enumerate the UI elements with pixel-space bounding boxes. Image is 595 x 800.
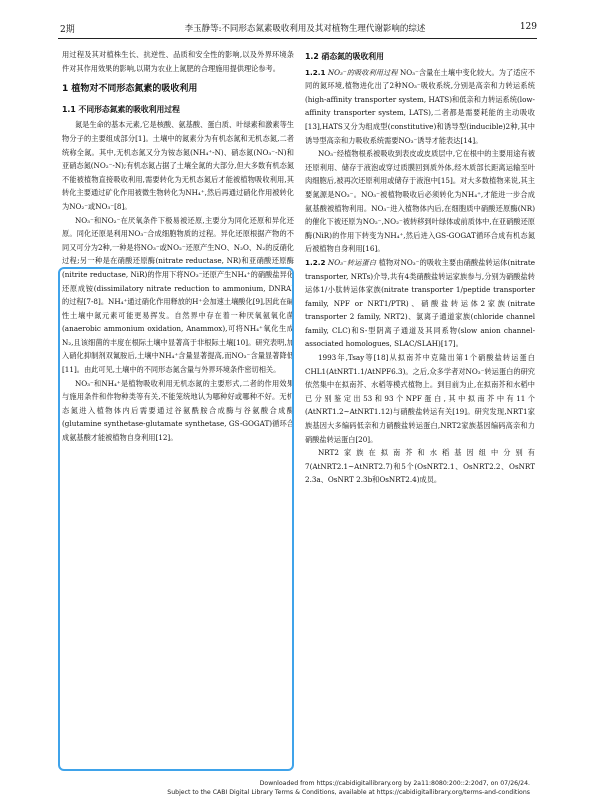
paragraph-1-2-2-text: 植物对NO₃⁻的吸收主要由硝酸盐转运体(nitrate transporter, NRTs)介导,共有4类硝酸盐转运家族参与,分别为硝酸盐转运体1/小肽转运体家族(nitrate transporter 1/peptide transporter family, NPF or NRT1/PTR)、硝酸盐转运体2家族(nitrate transporter 2 family, NRT2)、氯离子通道家族(chloride channel family, CLC)和S-型阴离子通道及其同系物(slow anion channel-associated homologues, SLAC/SLAH)[17]。 bbox=[305, 257, 536, 349]
heading-title-1-2-2: NO₃⁻转运蛋白 bbox=[327, 257, 377, 267]
subsection-title-1-2: 1.2 硝态氮的吸收利用 bbox=[305, 52, 384, 61]
page-header bbox=[0, 0, 595, 40]
paragraph-1-2-2 bbox=[305, 256, 535, 351]
header-rule bbox=[58, 38, 537, 39]
issue-label: 2期 bbox=[60, 25, 75, 35]
heading-number-1-2-1: 1.2.1 bbox=[305, 67, 326, 77]
heading-number-1-2-2: 1.2.2 bbox=[305, 257, 326, 267]
page-number: 129 bbox=[519, 22, 537, 32]
heading-title-1-2-1: NO₃⁻的吸收利用过程 bbox=[327, 67, 398, 77]
terms-notice: Subject to the CABI Digital Library Terms & Conditions, available at https://cabidigitallibrary.org/terms-and-conditions bbox=[167, 789, 530, 796]
paragraph-nitrogen-forms: 氮是生命的基本元素,它是核酸、氨基酸、蛋白质、叶绿素和激素等生物分子的主要组成部分[1]。土壤中的氮素分为有机态氮和无机态氮,二者统称全氮。其中,无机态氮又分为铵态氮(NH₄⁺-N)、硝态氮(NO₃⁻-N)和亚硝态氮(NO₂⁻-N);有机态氮占据了土壤全氮的大部分,但大多数有机态氮不能被植物直接吸收利用,需要转化为无机态氮后才能被植物吸收利用,其转化主要通过矿化作用被微生物转化为NH₄⁺,然后再通过硝化作用被转化为NO₂⁻或NO₃⁻[8]。 bbox=[62, 120, 294, 211]
left-column bbox=[62, 48, 294, 445]
paragraph-inorganic-uptake: NO₃⁻和NH₄⁺是植物吸收利用无机态氮的主要形式,二者的作用效果与施用条件和作物种类等有关,不能笼统地认为哪种好或哪种不好。无机态氮进入植物体内后需要通过谷氨酰胺合成酶与谷氨酸合成酶(glutamine synthetase-glutamate synthetase, GS-GOGAT)循环合成氨基酸才能被植物自身利用[12]。 bbox=[62, 378, 294, 443]
paragraph-chl1: 1993年,Tsay等[18]从拟南芥中克隆出第1个硝酸盐转运蛋白CHL1(AtNRT1.1/AtNPF6.3)。之后,众多学者对NO₃⁻转运蛋白的研究依然集中在拟南芥、水稻等模式植物上。到目前为止,在拟南芥和水稻中已分别鉴定出53和93个NPF蛋白,其中拟南芥中有11个(AtNRT1.2~AtNRT1.12)与硝酸盐转运有关[19]。研究发现,NRT1家族基因大多编码低亲和力硝酸盐转运蛋白,NRT2家族基因编码高亲和力硝酸盐转运蛋白[20]。 bbox=[305, 353, 535, 444]
paragraph-no3-transport: NO₃⁻经植物根系被吸收到表皮或皮质层中,它在根中的主要用途有被还原利用、储存于液泡或穿过质膜回到质外体,经木质部长距离运输至叶肉细胞后,被再次还原利用或储存于液泡中[15]。对大多数植物来说,其主要氮源是NO₃⁻。NO₃⁻被植物吸收后必须转化为NH₄⁺,才能进一步合成氨基酸被植物利用。NO₃⁻进入植物体内后,在细胞质中硝酸还原酶(NR)的催化下被还原为NO₂⁻,NO₂⁻被转移到叶绿体或前质体中,在亚硝酸还原酶(NiR)的作用下转变为NH₄⁺,然后进入GS-GOGAT循环合成有机态氮后被植物自身利用[16]。 bbox=[305, 149, 535, 254]
download-notice: Downloaded from https://cabidigitallibrary.org by 2a11:8080:200::2:20d7, on 07/26/24. bbox=[259, 780, 530, 787]
right-column bbox=[305, 48, 535, 487]
running-title: 李玉静等:不同形态氮素吸收利用及其对植物生理代谢影响的综述 bbox=[184, 24, 426, 34]
paragraph-reduction: NO₃⁻和NO₂⁻在厌氧条件下极易被还原,主要分为同化还原和异化还原。同化还原是利用NO₃⁻合成细胞物质的过程。异化还原根据产物的不同又可分为2种,一种是将NO₃⁻或NO₂⁻还原产生NO、N₂O、N₂的反硝化过程;另一种是在硝酸还原酶(nitrate reductase, NR)和亚硝酸还原酶(nitrite reductase, NiR)的作用下将NO₃⁻还原产生NH₄⁺的硝酸盐异化还原成铵(dissimilatory nitrate reduction to ammonium, DNRA)的过程[7-8]。NH₄⁺通过硝化作用释放的H⁺会加速土壤酸化[9],因此在碱性土壤中氮元素可能更易挥发。自然界中存在着一种厌氧氨氧化菌(anaerobic ammonium oxidation, Anammox),可将NH₄⁺氧化生成N₂,且该细菌的丰度在根际土壤中显著高于非根际土壤[10]。研究表明,加入硝化抑制剂双氰胺后,土壤中NH₄⁺含量显著提高,而NO₃⁻含量显著降低[11]。由此可见,土壤中的不同形态氮含量与外界环境条件密切相关。 bbox=[62, 215, 294, 375]
section-title: 1 植物对不同形态氮素的吸收利用 bbox=[62, 84, 198, 95]
paragraph-nrt2: NRT2家族在拟南芥和水稻基因组中分别有7(AtNRT2.1~AtNRT2.7)和5个(OsNRT2.1、OsNRT2.2、OsNRT 2.3a、OsNRT 2.3b和OsNRT2.4)成员。 bbox=[305, 448, 535, 485]
subsection-title-1-1: 1.1 不同形态氮素的吸收利用过程 bbox=[62, 104, 180, 114]
paragraph-1-2-1 bbox=[305, 66, 535, 148]
intro-paragraph: 用过程及其对植株生长、抗逆性、品质和安全性的影响,以及外界环境条件对其作用效果的影响,以期为农业上氮肥的合理施用提供理论参考。 bbox=[62, 50, 294, 73]
paragraph-1-2-1-text: NO₃⁻含量在土壤中变化较大。为了适应不同的氮环境,植物进化出了2种NO₃⁻吸收系统,分别是高亲和力转运系统(high-affinity transporter system, HATS)和低亲和力转运系统(low-affinity transporter system, LATS),二者都是需要耗能的主动吸收[13],HATS又分为组成型(constitutive)和诱导型(inducible)2种,其中诱导型高亲和力吸收系统需要NO₃⁻诱导才能表达[14]。 bbox=[305, 67, 535, 145]
